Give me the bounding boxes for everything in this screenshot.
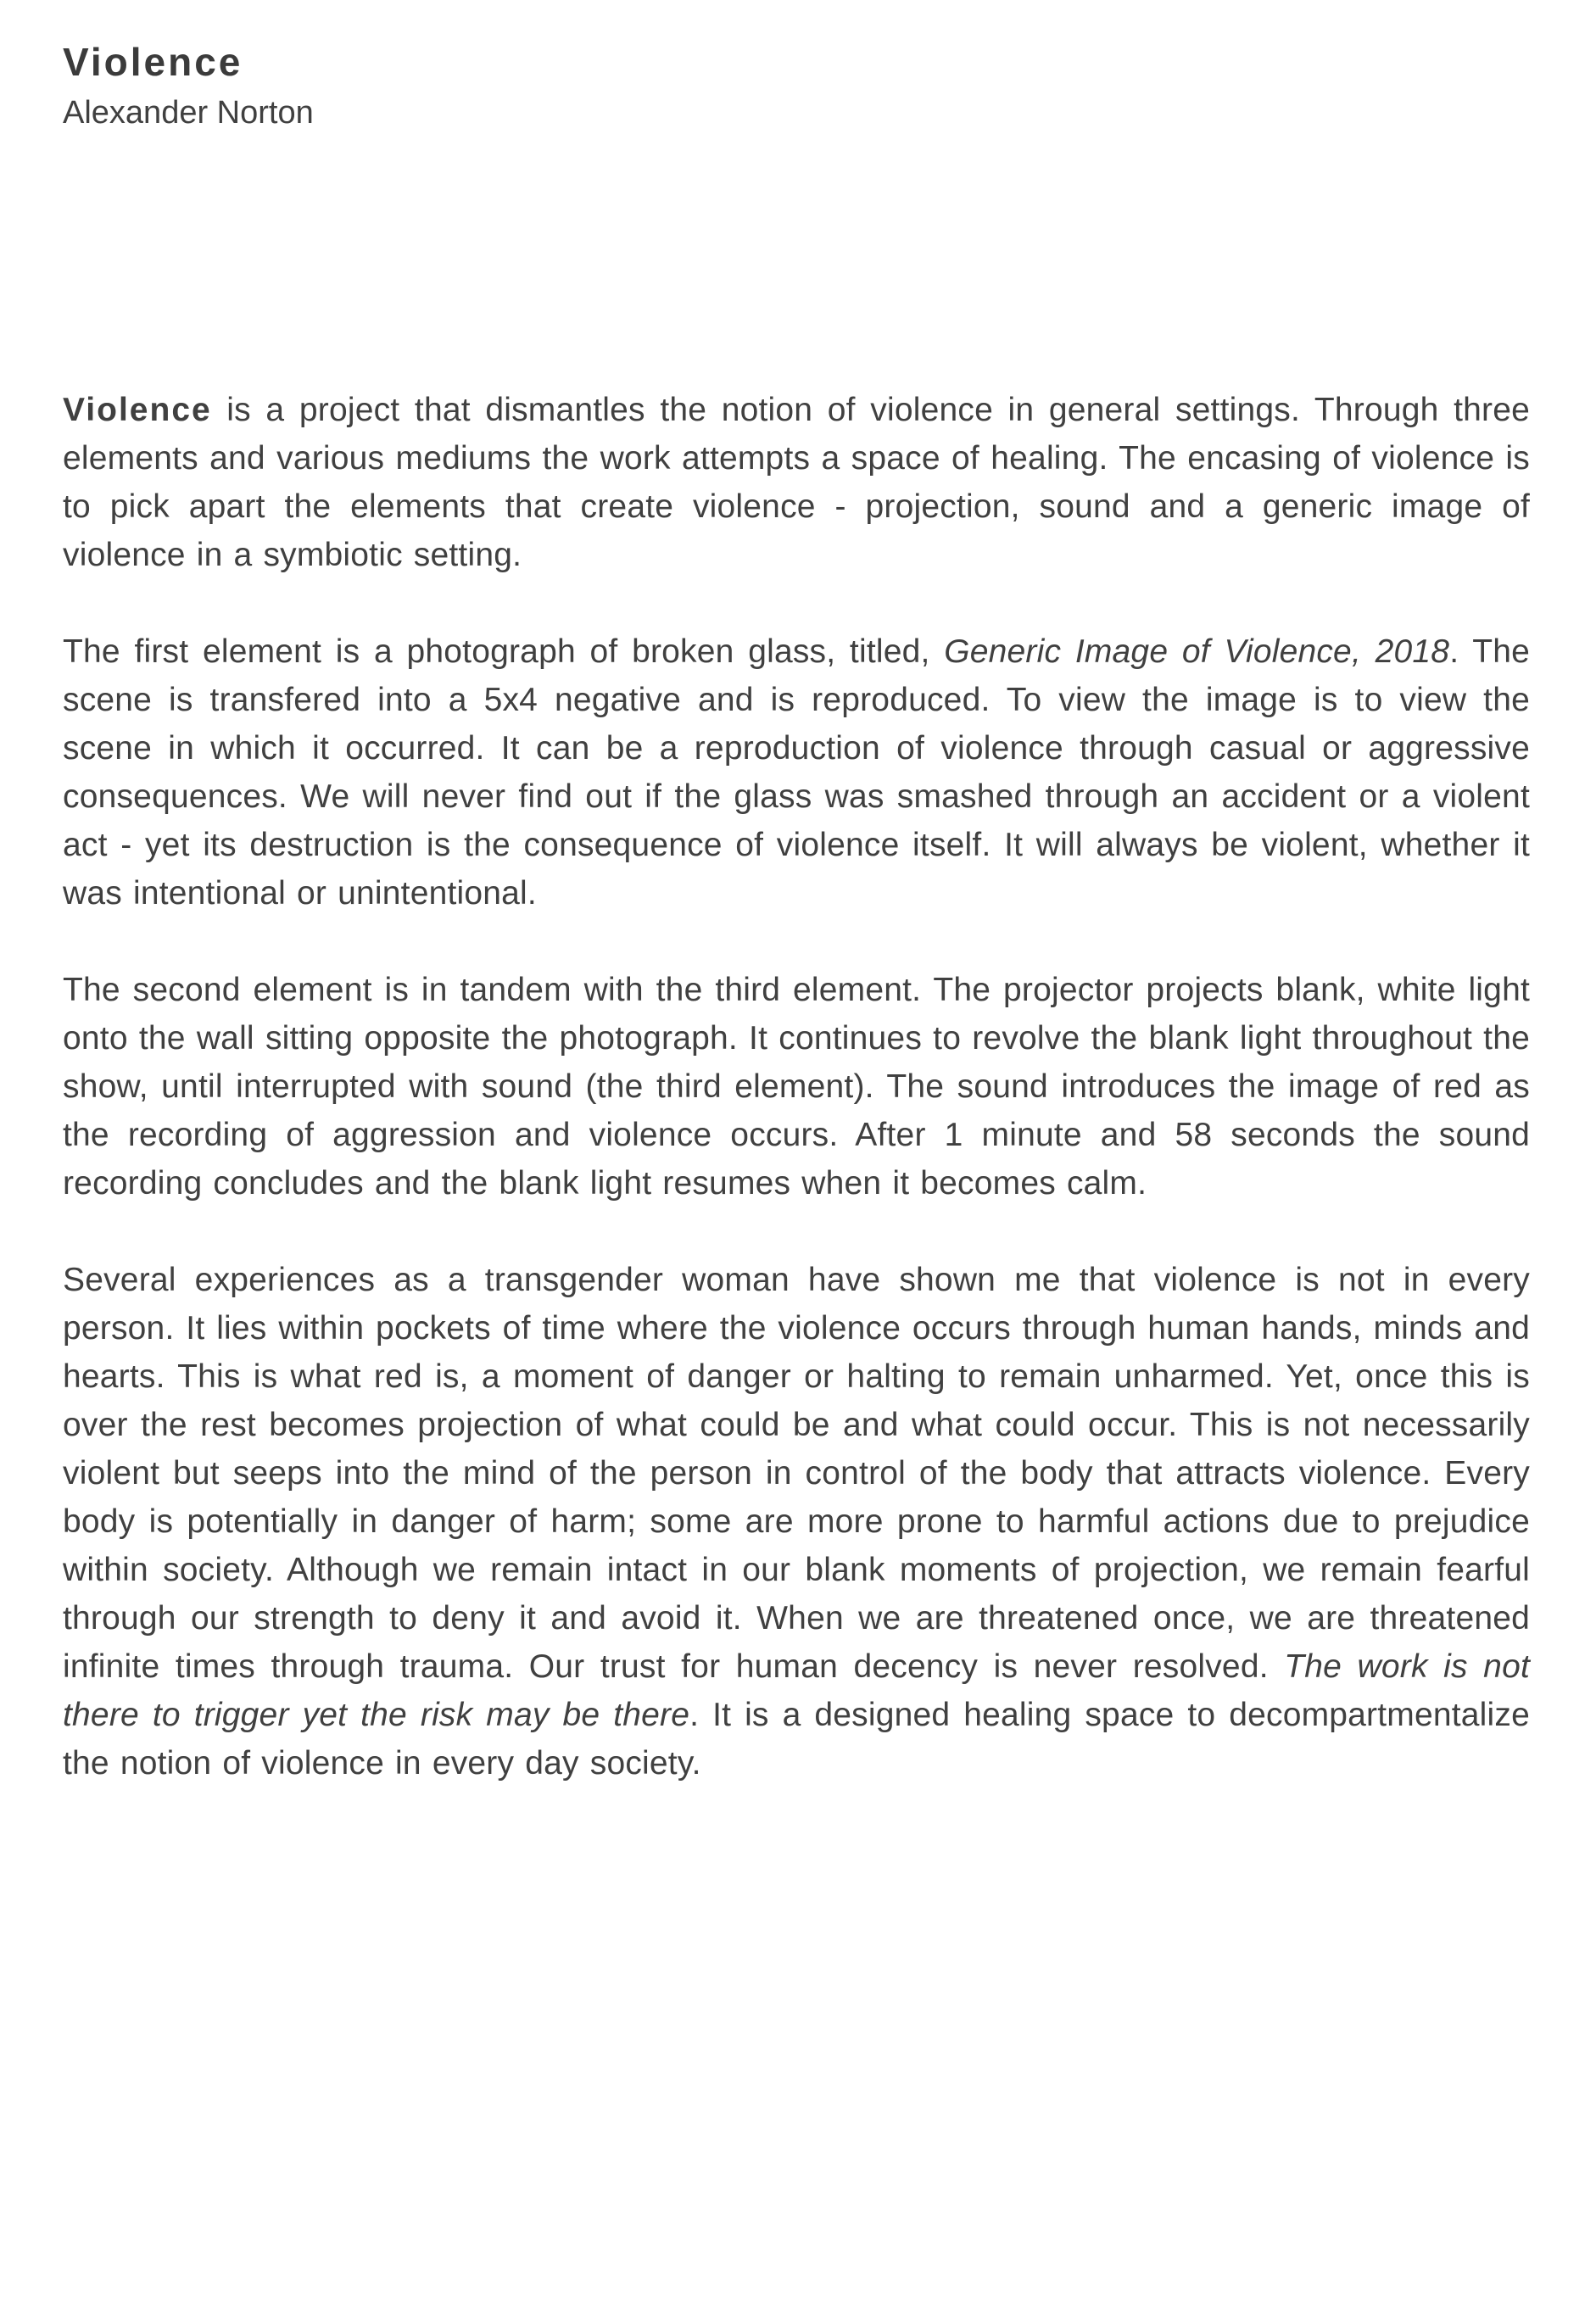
text-run: The second element is in tandem with the third element. The projector projects blank, white light onto the wall sitting opposite the photograph. It continues to revolve the blank light throughout the show, until interrupted with sound (the third element). The sound introduces the image of red as the recording of aggression and violence occurs. After 1 minute and 58 seconds the sound recording concludes and the blank light resumes when it becomes calm. bbox=[63, 972, 1530, 1202]
paragraph bbox=[63, 627, 1530, 917]
paragraph bbox=[63, 1256, 1530, 1787]
document-title: Violence bbox=[63, 40, 243, 84]
paragraph bbox=[63, 386, 1530, 579]
text-run: . It is a designed healing space to decompartmentalize the notion of violence in every day society. bbox=[63, 1697, 1530, 1782]
document-author: Alexander Norton bbox=[63, 95, 314, 131]
paragraph bbox=[63, 966, 1530, 1207]
text-run: Several experiences as a transgender woman have shown me that violence is not in every person. It lies within pockets of time where the violence occurs through human hands, minds and hearts. This is what red is, a moment of danger or halting to remain unharmed. Yet, once this is over the rest becomes projection of what could be and what could occur. This is not necessarily violent but seeps into the mind of the person in control of the body that attracts violence. Every body is potentially in danger of harm; some are more prone to harmful actions due to prejudice within society. Although we remain intact in our blank moments of projection, we remain fearful through our strength to deny it and avoid it. When we are threatened once, we are threatened infinite times through trauma. Our trust for human decency is never resolved. bbox=[63, 1262, 1530, 1685]
text-run: is a project that dismantles the notion of violence in general settings. Through three elements and various mediums the work attempts a space of healing. The encasing of violence is to pick apart the elements that create violence - projection, sound and a generic image of violence in a symbiotic setting. bbox=[63, 392, 1530, 573]
text-run: The first element is a photograph of broken glass, titled, bbox=[63, 633, 945, 670]
text-run: Violence bbox=[63, 392, 212, 428]
text-run: . The scene is transfered into a 5x4 negative and is reproduced. To view the image is to view the scene in which it occurred. It can be a reproduction of violence through casual or aggressive consequences. We will never find out if the glass was smashed through an accident or a violent act - yet its destruction is the consequence of violence itself. It will always be violent, whether it was intentional or unintentional. bbox=[63, 633, 1530, 912]
document-body bbox=[63, 386, 1530, 1787]
text-run: The work is not there to trigger yet the risk may be there bbox=[63, 1648, 1531, 1733]
text-run: Generic Image of Violence, 2018 bbox=[944, 633, 1450, 670]
